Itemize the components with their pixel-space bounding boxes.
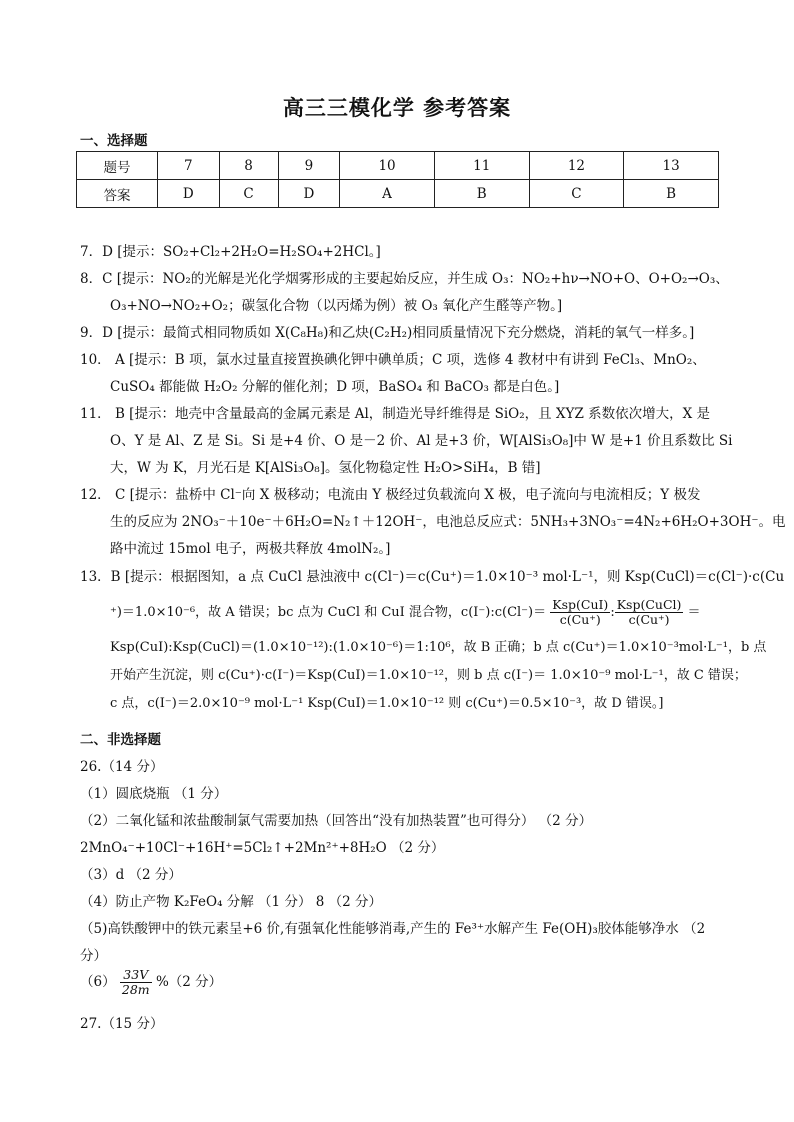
answer-q13-text: ⁺)＝1.0×10⁻⁶，故 A 错误；bc 点为 CuCl 和 CuI 混合物，c(I⁻):c(Cl⁻)＝ <box>110 605 547 620</box>
table-cell: 8 <box>219 152 278 180</box>
table-cell: 10 <box>340 152 435 180</box>
q26-answer-line: （4）防止产物 K₂FeO₄ 分解 （1 分） 8 （2 分） <box>80 894 382 910</box>
table-header-cell: 题号 <box>77 152 158 180</box>
ratio-colon: : <box>610 605 615 620</box>
fraction-numerator: Ksp(CuCl) <box>616 597 682 612</box>
q26-answer-6 <box>80 968 222 997</box>
fraction-denominator: 28m <box>121 982 150 997</box>
q26-answer-line: （1）圆底烧瓶 （1 分） <box>80 786 228 802</box>
q26-answer-line: 2MnO₄⁻+10Cl⁻+16H⁺=5Cl₂↑+2Mn²⁺+8H₂O （2 分） <box>80 840 445 856</box>
table-cell: C <box>529 180 624 208</box>
answer-q9: 9．D [提示：最简式相同物质如 X(C₈H₈)和乙炔(C₂H₂)相同质量情况下充分燃烧，消耗的氧气一样多。] <box>80 325 695 341</box>
answer-q12-line: 路中流过 15mol 电子，两极共释放 4molN₂。] <box>110 541 391 557</box>
q26-answer-line: （5)高铁酸钾中的铁元素呈+6 价,有强氧化性能够消毒,产生的 Fe³⁺水解产生 Fe(OH)₃胶体能够净水 （2 <box>80 921 706 937</box>
table-cell: B <box>434 180 529 208</box>
table-cell: 13 <box>624 152 719 180</box>
table-cell: 12 <box>529 152 624 180</box>
q26-answer-line: （3）d （2 分） <box>80 867 182 883</box>
answer-q11-line: 大，W 为 K，月光石是 K[AlSi₃O₈]。氢化物稳定性 H₂O>SiH₄，B 错] <box>110 460 541 476</box>
answer-q11-line: O、Y 是 Al、Z 是 Si。Si 是+4 价、O 是－2 价、Al 是+3 价，W[AlSi₃O₈]中 W 是+1 价且系数比 Si <box>110 433 733 449</box>
answer-q10-line: 10． A [提示：B 项，氯水过量直接置换碘化钾中碘单质；C 项，选修 4 教材中有讲到 FeCl₃、MnO₂、 <box>80 352 706 368</box>
answer-q8-line: 8．C [提示：NO₂的光解是光化学烟雾形成的主要起始反应，并生成 O₃：NO₂+hν→NO+O、O+O₂→O₃、 <box>80 271 729 287</box>
answer-q7: 7．D [提示：SO₂+Cl₂+2H₂O=H₂SO₄+2HCl。] <box>80 244 381 260</box>
table-cell: B <box>624 180 719 208</box>
fraction-numerator: 33V <box>120 968 152 983</box>
fraction-denominator: c(Cu⁺) <box>628 612 670 627</box>
answer-q12-line: 生的反应为 2NO₃⁻＋10e⁻＋6H₂O=N₂↑＋12OH⁻，电池总反应式：5NH₃+3NO₃⁻=4N₂+6H₂O+3OH⁻。电 <box>110 514 786 530</box>
table-row-numbers <box>77 152 719 180</box>
q27-heading: 27.（15 分） <box>80 1016 164 1032</box>
fraction-ksp-cui <box>550 598 610 627</box>
table-cell: 7 <box>158 152 220 180</box>
q26-heading: 26.（14 分） <box>80 759 164 775</box>
answer-q10-line: CuSO₄ 都能做 H₂O₂ 分解的催化剂；D 项，BaSO₄ 和 BaCO₃ 都是白色。] <box>110 379 560 395</box>
answer-table <box>76 151 719 208</box>
q26-answer-line: 分） <box>80 948 107 964</box>
answer-q13-line: 13．B [提示：根据图知，a 点 CuCl 悬浊液中 c(Cl⁻)＝c(Cu⁺)＝1.0×10⁻³ mol·L⁻¹，则 Ksp(CuCl)＝c(Cl⁻)·c(Cu <box>80 569 785 585</box>
fraction-denominator: c(Cu⁺) <box>559 612 601 627</box>
answer-q11-line: 11． B [提示：地壳中含量最高的金属元素是 Al，制造光导纤维得是 SiO₂，且 XYZ 系数依次增大，X 是 <box>80 406 711 422</box>
table-cell: 9 <box>278 152 340 180</box>
fraction-33v-28m <box>120 968 152 997</box>
table-cell: C <box>219 180 278 208</box>
table-cell: D <box>158 180 220 208</box>
table-header-cell: 答案 <box>77 180 158 208</box>
answer-q8-line: O₃+NO→NO₂+O₂；碳氢化合物（以丙烯为例）被 O₃ 氧化产生醛等产物。] <box>110 298 563 314</box>
answer-q13-line-fraction <box>110 598 701 627</box>
q26-answer-line: （2）二氧化锰和浓盐酸制氯气需要加热（回答出“没有加热装置”也可得分） （2 分） <box>80 813 593 829</box>
q26-6-prefix: （6） <box>80 974 116 990</box>
table-cell: D <box>278 180 340 208</box>
section-nonchoice-heading: 二、非选择题 <box>80 732 161 748</box>
answer-q13-line: Ksp(CuI):Ksp(CuCl)＝(1.0×10⁻¹²):(1.0×10⁻⁶)＝1:10⁶，故 B 正确；b 点 c(Cu⁺)＝1.0×10⁻³mol·L⁻¹，b 点 <box>110 640 767 655</box>
fraction-numerator: Ksp(CuI) <box>552 597 609 612</box>
answer-q13-line: c 点，c(I⁻)＝2.0×10⁻⁹ mol·L⁻¹ Ksp(CuI)＝1.0×10⁻¹² 则 c(Cu⁺)＝0.5×10⁻³，故 D 错误。] <box>110 696 664 711</box>
table-cell: A <box>340 180 435 208</box>
q26-6-suffix: %（2 分） <box>155 974 223 990</box>
answer-q13-line: 开始产生沉淀，则 c(Cu⁺)·c(I⁻)＝Ksp(CuI)＝1.0×10⁻¹²，则 b 点 c(I⁻)＝ 1.0×10⁻⁹ mol·L⁻¹，故 C 错误； <box>110 668 747 683</box>
table-row-answers <box>77 180 719 208</box>
section-choice-heading: 一、选择题 <box>80 133 148 149</box>
table-cell: 11 <box>434 152 529 180</box>
answer-q12-line: 12． C [提示：盐桥中 Cl⁻向 X 极移动；电流由 Y 极经过负载流向 X 极，电子流向与电流相反；Y 极发 <box>80 487 701 503</box>
equals-sign: ＝ <box>687 605 701 620</box>
page-title: 高三三模化学 参考答案 <box>282 95 512 120</box>
fraction-ksp-cucl <box>615 598 684 627</box>
